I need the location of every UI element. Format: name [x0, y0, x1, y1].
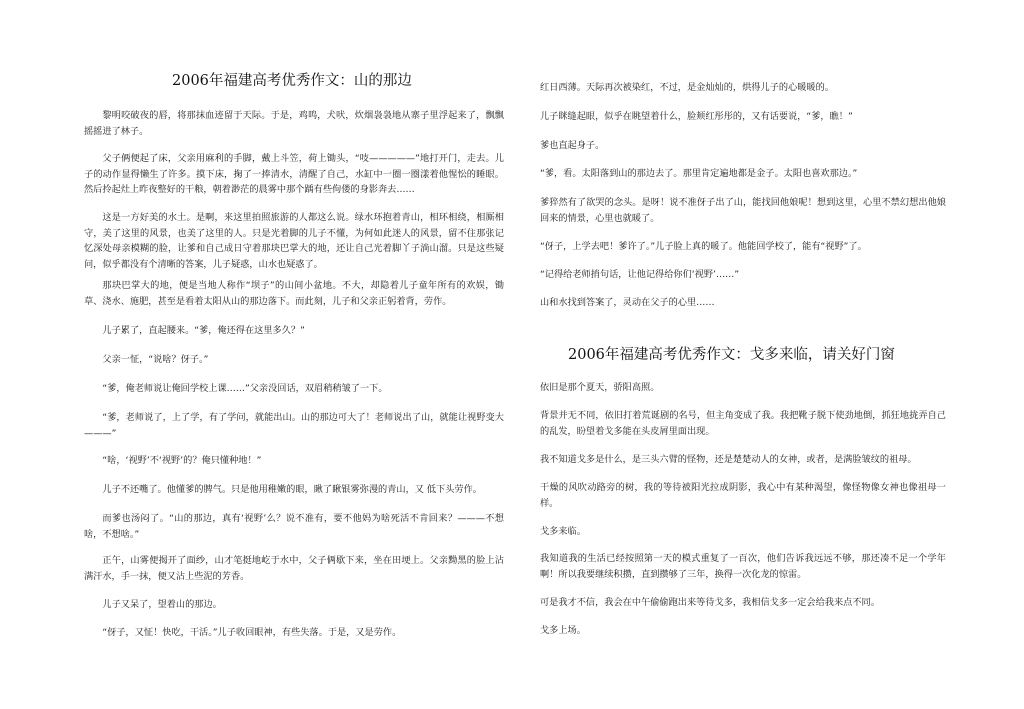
right-essay-title: 2006年福建高考优秀作文：戈多来临，请关好门窗: [568, 347, 895, 363]
left-paragraph-5: 儿子累了，直起腰来。“爹，俺还得在这里多久？”: [102, 325, 305, 336]
right-paragraph-10: 背景并无不同，依旧打着荒诞剧的名号，但主角变成了我。我把靴子脱下使劲地倒，抓狂地拢弄自己的乱发，盼望着戈多能在头皮屑里面出现。: [540, 410, 946, 437]
right-paragraph-15: 可是我才不信，我会在中午偷偷跑出来等待戈多，我相信戈多一定会给我来点不同。: [540, 597, 880, 608]
right-paragraph-8: 山和水找到答案了，灵动在父子的心里……: [540, 297, 715, 308]
right-paragraph-13: 戈多来临。: [540, 526, 586, 537]
right-paragraph-9: 依旧是那个夏天，骄阳高照。: [540, 382, 660, 393]
left-essay-title: 2006年福建高考优秀作文：山的那边: [172, 73, 412, 89]
left-paragraph-12: 正午，山雾便揭开了面纱，山才笔挺地屹于水中，父子俩歇下来，坐在田埂上。父亲黝黑的脸上沾满汗水，手一抹，便又沾上些泥的芳香。: [84, 555, 504, 582]
right-paragraph-14: 我知道我的生活已经按照第一天的模式重复了一百次，他们告诉我远远不够，那还凑不足一个学年啊！所以我要继续积攒，直到攒够了三年，换得一次化龙的惊雷。: [540, 553, 946, 580]
right-paragraph-12: 干燥的风吹动路旁的树，我的等待被阳光拉成阴影，我心中有某种渴望，像怪物像女神也像祖母一样。: [540, 482, 946, 509]
right-paragraph-4: “爹，看。太阳落到山的那边去了。那里肯定遍地都是金子。太阳也喜欢那边。”: [540, 168, 858, 179]
right-paragraph-16: 戈多上场。: [540, 625, 586, 636]
left-paragraph-14: “伢子，又怔！快吃，干活。”儿子收回眼神，有些失落。于是，又是劳作。: [102, 627, 402, 638]
left-paragraph-10: 儿子不还嘴了。他懂爹的脾气。只是他用稚嫩的眼，瞅了瞅银雾弥漫的青山，又 低下头劳作。: [102, 484, 482, 495]
left-paragraph-11: 而爹也汤闷了。“山的那边，真有‘视野’么？说不准有，要不他妈为啥死活不肯回来？———不想啥，不想啥。”: [84, 513, 504, 540]
left-paragraph-9: “啥，‘视野’不‘视野’的？俺只懂种地！”: [102, 455, 262, 466]
right-paragraph-1: 红日西薄。天际再次被染红，不过，是金灿灿的，烘得儿子的心暖暖的。: [540, 82, 834, 93]
right-paragraph-11: 我不知道戈多是什么，是三头六臂的怪物，还是楚楚动人的女神，或者，是满脸皱纹的祖母。: [540, 454, 917, 465]
left-paragraph-3: 这是一方好美的水土。是啊，来这里拍照旅游的人都这么说。绿水环抱着青山，相环相绕，相厮相守，美了这里的风景，也美了这里的人。只是光着脚的儿子不懂，为何如此迷人的风景，留不住那张记忆深处母亲模糊的脸，让爹和自己成日守着那块巴掌大的地，还让自己光着脚丫子淌山溜。只是这些疑问，似乎都没有个清晰的答案，儿子疑惑，山水也疑惑了。: [84, 212, 504, 270]
left-paragraph-1: 黎明咬破夜的唇，将那抹血迹留于天际。于是，鸡鸣，犬吠，炊烟袅袅地从寨子里浮起来了，飘飘摇摇进了林子。: [84, 110, 504, 137]
left-paragraph-2: 父子俩便起了床，父亲用麻利的手脚，戴上斗笠，荷上锄头，“吱—————”地打开门，走去。儿子的动作显得懒生了许多。摸下床，掬了一捧清水，清醒了自己，水缸中一圈一圈漾着他惺忪的睡眼。然后拎起灶上昨夜整好的干粮，朝着渺茫的晨雾中那个踽有些佝偻的身影奔去……: [84, 153, 504, 195]
right-paragraph-2: 儿子眯缝起眼，似乎在眺望着什么，脸颊红彤彤的，又有话要说，“爹，瞧！”: [540, 111, 853, 122]
left-paragraph-13: 儿子又呆了，望着山的那边。: [102, 599, 222, 610]
left-paragraph-7: “爹，俺老师说让俺回学校上课……”父亲没回话，双眉稍稍皱了一下。: [102, 383, 388, 394]
right-paragraph-7: “记得给老师捎句话，让他记得给你们‘视野’……”: [540, 269, 740, 280]
right-paragraph-5: 爹猝然有了欲哭的念头。是呀！说不准伢子出了山，能找回他娘呢！想到这里，心里不禁幻想出他娘回来的情景，心里也就暖了。: [540, 197, 946, 224]
right-paragraph-3: 爹也直起身子。: [540, 140, 605, 151]
left-paragraph-6: 父亲一怔，“说啥？伢子。”: [102, 354, 209, 365]
right-paragraph-6: “伢子，上学去吧！爹许了。”儿子脸上真的暖了。他能回学校了，能有“视野”了。: [540, 241, 867, 252]
left-paragraph-4: 那块巴掌大的地，便是当地人称作“坝子”的山间小盆地。不大，却隐着儿子童年所有的欢娱，锄草、浇水、施肥，甚至是看着太阳从山的那边落下。而此刻，儿子和父亲正躬着背，劳作。: [84, 280, 504, 307]
left-paragraph-8: “爹，老师说了，上了学，有了学问，就能出山。山的那边可大了！老师说出了山，就能让视野变大———”: [84, 412, 504, 439]
